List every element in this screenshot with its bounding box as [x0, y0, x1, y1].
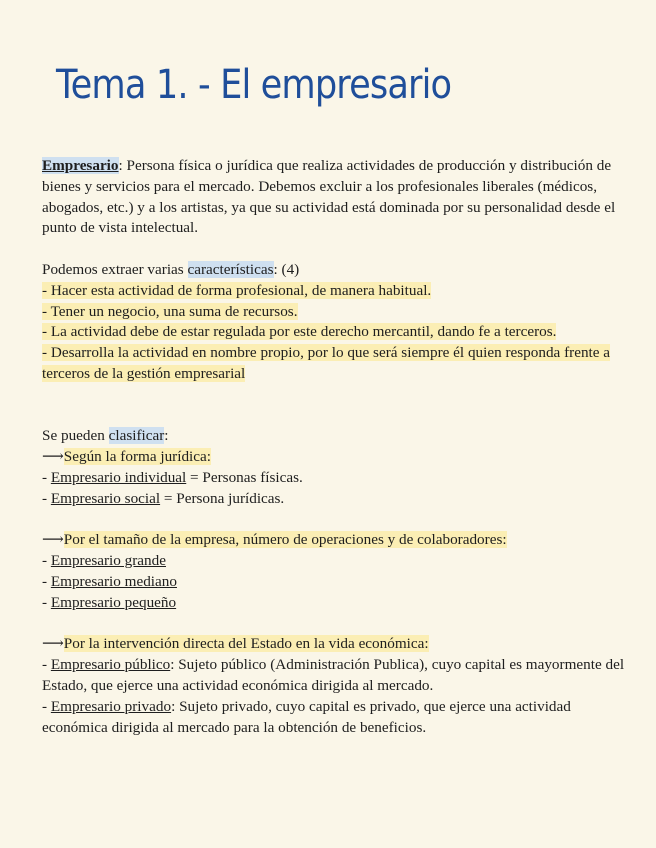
classification-heading: [42, 530, 632, 551]
item-prefix: -: [42, 552, 51, 570]
classification-item-term: Empresario pequeño: [50, 593, 177, 611]
classification-intro: [42, 426, 632, 447]
classification-heading-text: Según la forma jurídica:: [63, 448, 211, 466]
spacer: [42, 510, 632, 531]
classification-heading: [42, 447, 632, 468]
document-body: [42, 156, 632, 738]
classification-intro-text: Se pueden: [42, 427, 109, 445]
classification-item: [42, 572, 632, 593]
definition-term: Empresario: [42, 157, 119, 174]
classification-heading: [42, 634, 632, 655]
classification-item-term: Empresario grande: [50, 552, 166, 570]
definition-text: : Persona física o jurídica que realiza actividades de producción y distribución de bienes y servicios para el mercado. Debemos excluir a los profesionales liberales (médicos, abogados, etc.) y a los artistas, ya que su actividad está dominada por su personalidad desde el punto de vista intelectual.: [42, 157, 616, 237]
characteristic-item: - Hacer esta actividad de forma profesional, de manera habitual.: [42, 281, 432, 299]
classification-item: [42, 593, 632, 614]
arrow-icon: ⟶: [42, 635, 62, 653]
page-title: Tema 1. - El empresario: [56, 62, 452, 108]
item-prefix: -: [42, 572, 51, 590]
classification-item-rest: : Sujeto público (Administración Publica), cuyo capital es mayormente del Estado, que ejerce una actividad económica dirigida al mercado.: [42, 656, 625, 694]
classification-item: [42, 468, 632, 489]
classification-item: [42, 489, 632, 510]
classification-intro-colon: :: [164, 427, 169, 445]
item-prefix: -: [42, 489, 51, 507]
classification-item: [42, 655, 632, 697]
arrow-icon: ⟶: [42, 448, 62, 466]
classification-item: [42, 697, 632, 739]
arrow-icon: ⟶: [42, 531, 62, 549]
classification-item-term: Empresario privado: [50, 697, 172, 715]
item-prefix: -: [42, 697, 51, 715]
classification-heading-text: Por la intervención directa del Estado en la vida económica:: [63, 635, 429, 653]
classification-term: clasificar: [108, 427, 165, 445]
classification-item-rest: = Personas físicas.: [186, 468, 303, 486]
characteristics-term: características: [187, 260, 274, 278]
characteristics-intro-text: Podemos extraer varias: [42, 260, 188, 278]
classification-item-rest: = Persona jurídicas.: [160, 489, 285, 507]
characteristic-item-text: - La actividad debe de estar regulada por este derecho mercantil, dando fe a terceros.: [42, 323, 557, 341]
characteristics-intro: [42, 260, 632, 281]
classification-item-rest: : Sujeto privado, cuyo capital es privado, que ejerce una actividad económica dirigida al mercado para la obtención de beneficios.: [42, 697, 571, 736]
spacer: [42, 385, 632, 427]
spacer: [42, 239, 632, 260]
definition-paragraph: [42, 156, 632, 239]
item-prefix: -: [42, 593, 51, 611]
item-prefix: -: [42, 468, 51, 486]
classification-item: [42, 551, 632, 572]
classification-item-term: Empresario público: [50, 656, 171, 674]
spacer: [42, 614, 632, 635]
classification-heading-text: Por el tamaño de la empresa, número de operaciones y de colaboradores:: [63, 531, 507, 549]
classification-item-term: Empresario social: [50, 489, 161, 507]
characteristic-item: [42, 322, 632, 343]
characteristic-item: - Tener un negocio, una suma de recursos.: [42, 302, 298, 320]
characteristics-intro-count: : (4): [273, 260, 300, 278]
item-prefix: -: [42, 656, 51, 674]
classification-item-term: Empresario mediano: [50, 572, 177, 590]
characteristic-item-text: - Desarrolla la actividad en nombre propio, por lo que será siempre él quien responda frente a terceros de la gestión empresarial: [42, 344, 611, 382]
classification-item-term: Empresario individual: [50, 468, 187, 486]
characteristic-item: [42, 343, 632, 385]
